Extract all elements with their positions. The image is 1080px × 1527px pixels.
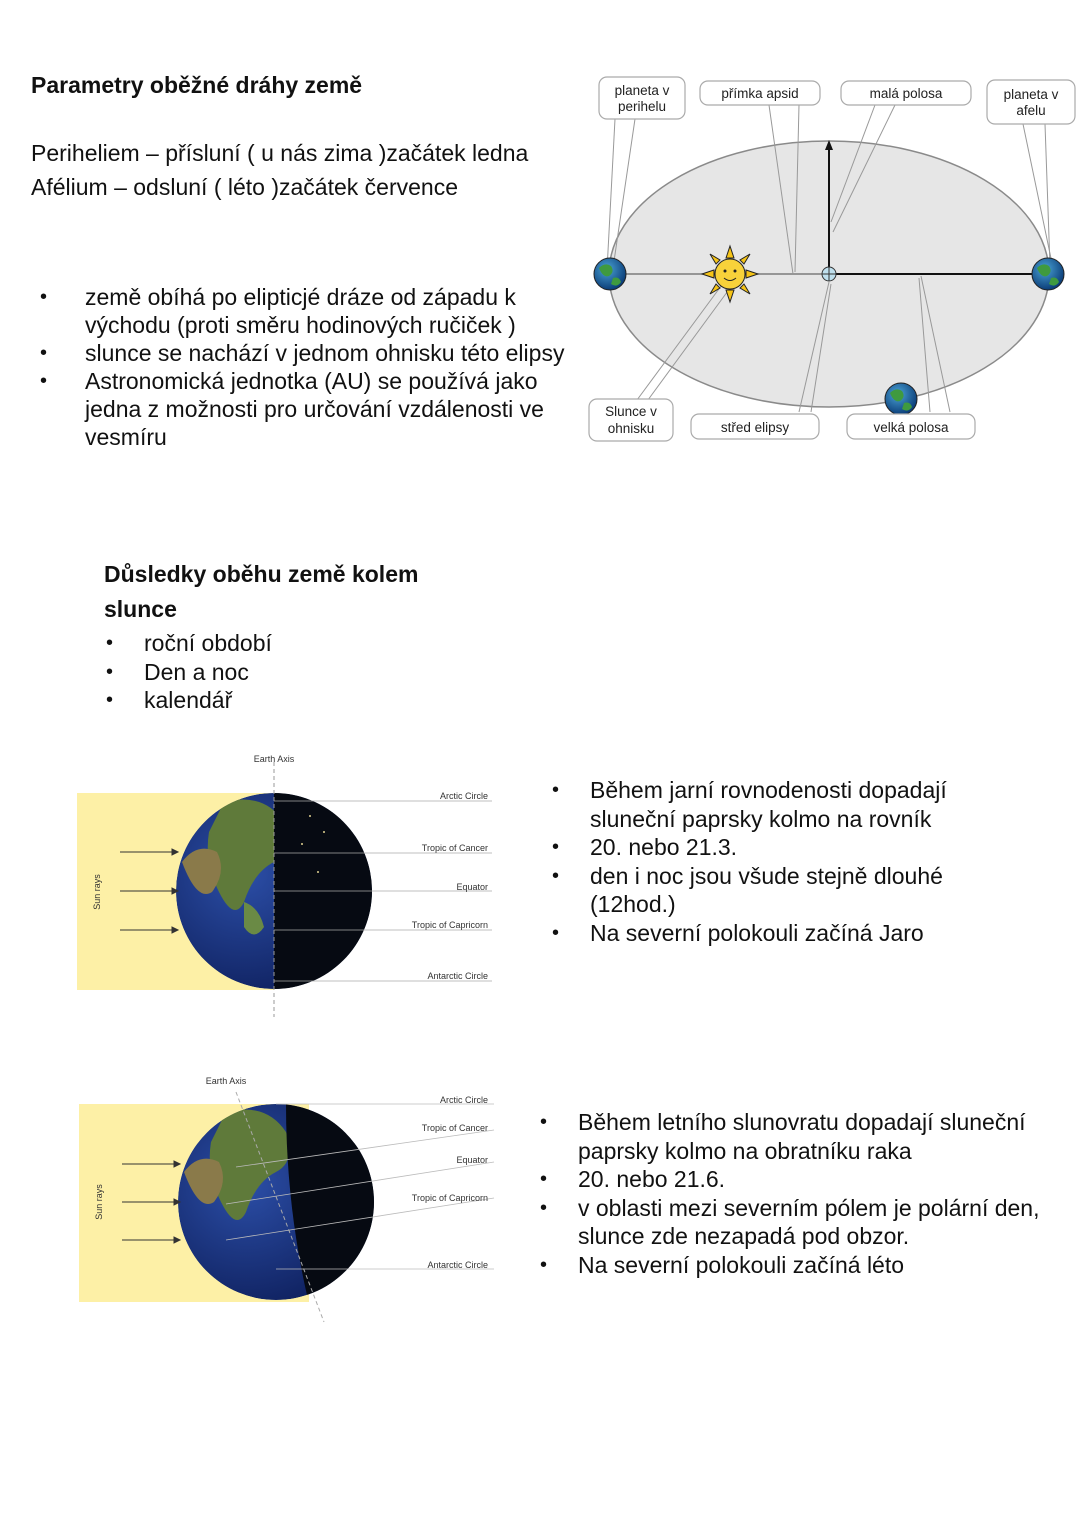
list-item: • roční období — [104, 629, 504, 658]
list-item: • v oblasti mezi severním pólem je polární den, slunce zde nezapadá pod obzor. — [538, 1194, 1058, 1251]
earth-axis-label: Earth Axis — [205, 1076, 247, 1086]
label-aphelion-1: planeta v — [1003, 87, 1059, 102]
orbit-diagram — [585, 72, 1080, 447]
label-apse-line: přímka apsid — [721, 86, 799, 101]
list-item: • Na severní polokouli začíná léto — [538, 1251, 1058, 1280]
label-perihelion-1: planeta v — [614, 83, 670, 98]
list-item: • Astronomická jednotka (AU) se používá jako jedna z možnosti pro určování vzdálenosti ve vesmíru — [30, 367, 570, 451]
consequences-list — [104, 629, 504, 715]
label-perihelion-2: perihelu — [617, 99, 667, 114]
label-semi-major: velká polosa — [873, 420, 949, 435]
tropic-cancer-label: Tropic of Cancer — [421, 843, 488, 853]
list-item: • slunce se nachází v jednom ohnisku této elipsy — [30, 339, 570, 367]
label-aphelion-2: afelu — [1016, 103, 1046, 118]
tropic-capricorn-label: Tropic of Capricorn — [411, 1193, 488, 1203]
list-item: • 20. nebo 21.6. — [538, 1165, 1058, 1194]
solstice-list — [538, 1108, 1058, 1279]
equinox-list — [550, 776, 1020, 947]
solstice-diagram — [76, 1072, 496, 1332]
orbit-facts-list — [30, 283, 570, 451]
antarctic-circle-label: Antarctic Circle — [427, 971, 488, 981]
tropic-cancer-label: Tropic of Cancer — [421, 1123, 488, 1133]
perihelion-line: Periheliem – přísluní ( u nás zima )začátek ledna — [31, 140, 529, 166]
list-item: • den i noc jsou všude stejně dlouhé (12hod.) — [550, 862, 1020, 919]
equinox-diagram — [74, 752, 494, 1022]
earth-orbit-icon — [885, 383, 917, 415]
antarctic-circle-label: Antarctic Circle — [427, 1260, 488, 1270]
label-sun-focus-1: Slunce v — [605, 404, 657, 419]
equator-label: Equator — [456, 882, 488, 892]
label-ellipse-center: střed elipsy — [720, 420, 790, 435]
earth-axis-label: Earth Axis — [253, 754, 295, 764]
arctic-circle-label: Arctic Circle — [439, 791, 488, 801]
section-title-consequences-1: Důsledky oběhu země kolem — [104, 561, 419, 587]
ellipse-center-icon — [822, 267, 836, 281]
list-item: • Během letního slunovratu dopadají sluneční paprsky kolmo na obratníku raka — [538, 1108, 1058, 1165]
label-semi-minor: malá polosa — [869, 86, 943, 101]
label-sun-focus-2: ohnisku — [607, 421, 655, 436]
list-item: • 20. nebo 21.3. — [550, 833, 1020, 862]
earth-perihelion-icon — [594, 258, 626, 290]
tropic-capricorn-label: Tropic of Capricorn — [411, 920, 488, 930]
list-item: • kalendář — [104, 686, 504, 715]
equator-label: Equator — [456, 1155, 488, 1165]
sun-rays-label: Sun rays — [92, 874, 102, 910]
list-item: • země obíhá po elipticjé dráze od západu k východu (proti směru hodinových ručiček ) — [30, 283, 570, 339]
arctic-circle-label: Arctic Circle — [439, 1095, 488, 1105]
list-item: • Na severní polokouli začíná Jaro — [550, 919, 1020, 948]
earth-aphelion-icon — [1032, 258, 1064, 290]
section-title-consequences-2: slunce — [104, 596, 177, 622]
section-title-orbit: Parametry oběžné dráhy země — [31, 72, 363, 98]
sun-rays-label: Sun rays — [94, 1184, 104, 1220]
list-item: • Den a noc — [104, 658, 504, 687]
aphelion-line: Afélium – odsluní ( léto )začátek července — [31, 174, 458, 200]
sun-icon — [702, 246, 758, 302]
list-item: • Během jarní rovnodenosti dopadají sluneční paprsky kolmo na rovník — [550, 776, 1020, 833]
